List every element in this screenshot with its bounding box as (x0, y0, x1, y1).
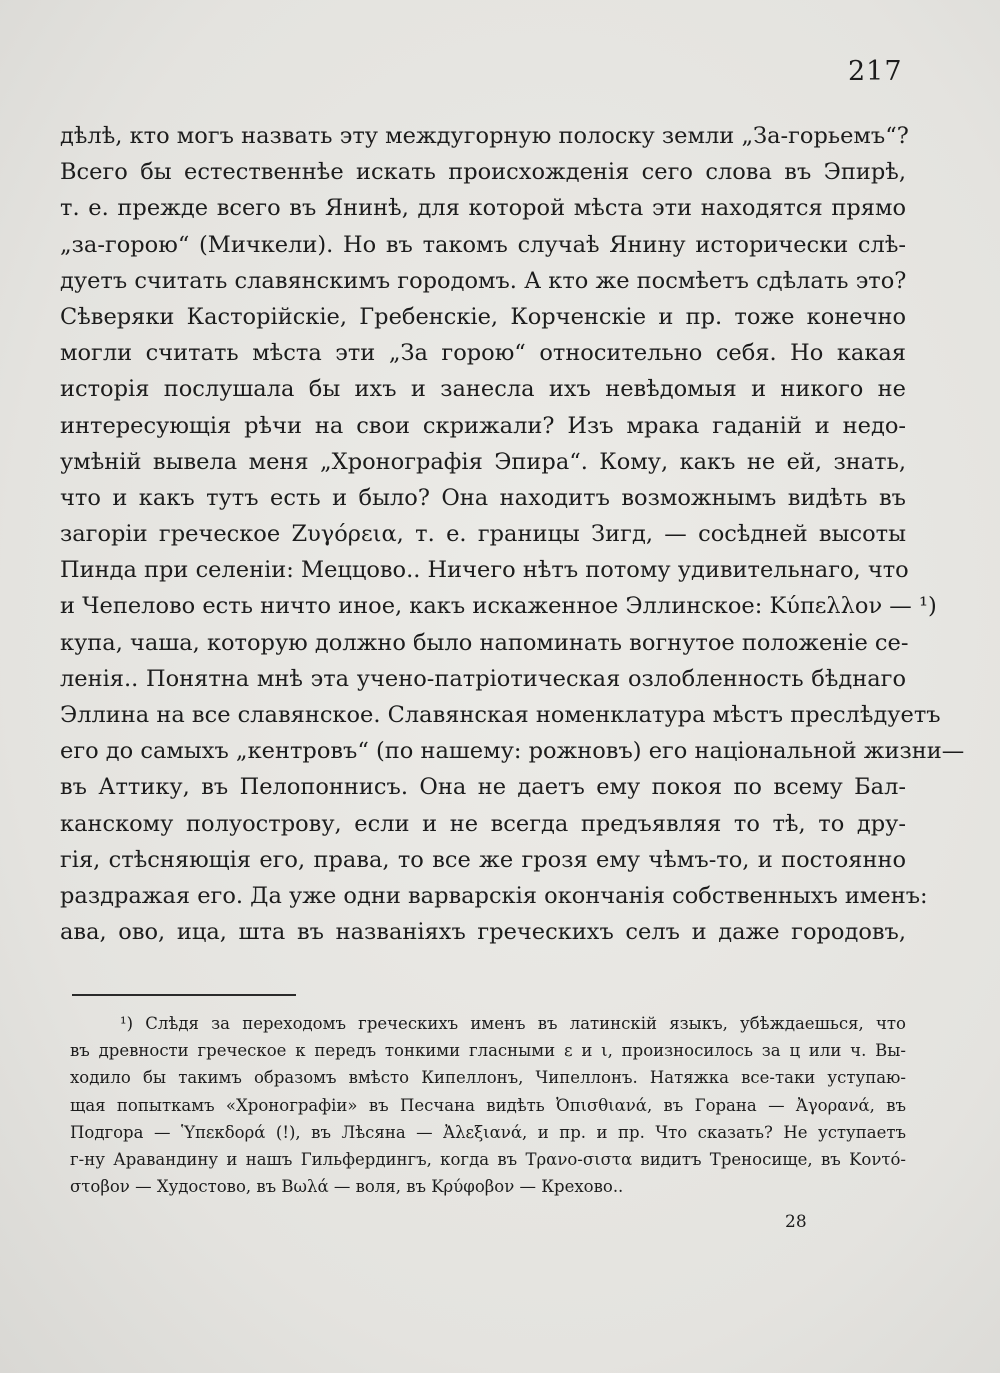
text-line: ава, ово, ица, шта въ названіяхъ греческихъ селъ и даже городовъ, (60, 919, 906, 946)
footnote-line: въ древности греческое κ передъ тонкими гласными ε и ι, произносилось за ц или ч. Вы- (70, 1041, 906, 1061)
text-line: могли считать мѣста эти „За горою“ относительно себя. Но какая (60, 340, 906, 367)
text-line: исторія послушала бы ихъ и занесла ихъ невѣдомыя и никого не (60, 376, 906, 403)
text-line: Пинда при селеніи: Меццово.. Ничего нѣтъ потому удивительнаго, что (60, 557, 909, 584)
printer-signature: 28 (785, 1212, 807, 1232)
text-line: раздражая его. Да уже одни варварскія окончанія собственныхъ именъ: (60, 882, 928, 909)
footnote-line: г-ну Аравандину и нашъ Гильфердингъ, когда въ Τρανο-σιστα видитъ Треносище, въ Κοντό- (70, 1149, 906, 1169)
text-line: Всего бы естественнѣе искать происхожденія сего слова въ Эпирѣ, (60, 159, 906, 186)
main-text-body (60, 118, 965, 950)
text-line: умѣній вывела меня „Хронографія Эпира“. Кому, какъ не ей, знать, (60, 448, 906, 475)
footnote (70, 1010, 906, 1200)
text-line: его до самыхъ „кентровъ“ (по нашему: рожновъ) его національной жизни— (60, 738, 965, 765)
text-line: интересующія рѣчи на свои скрижали? Изъ мрака гаданій и недо- (60, 412, 906, 439)
text-line: ленія.. Понятна мнѣ эта учено-патріотическая озлобленность бѣднаго (60, 665, 906, 692)
text-line: въ Аттику, въ Пелопоннисъ. Она не даетъ ему покоя по всему Бал- (60, 774, 906, 801)
text-line: „за-горою“ (Мичкели). Но въ такомъ случаѣ Янину исторически слѣ- (60, 231, 906, 258)
footnote-divider (72, 994, 296, 996)
footnote-line: ¹) Слѣдя за переходомъ греческихъ именъ въ латинскій языкъ, убѣждаешься, что (120, 1014, 906, 1033)
text-line: дуетъ считать славянскимъ городомъ. А кто же посмѣетъ сдѣлать это? (60, 267, 907, 294)
footnote-line: Подгора — Ὑπεκδορά (!), въ Лѣсяна — Ἀλεξιανά, и пр. и пр. Что сказать? Не уступаетъ (70, 1122, 906, 1142)
text-line: дѣлѣ, кто могъ назвать эту междугорную полоску земли „За-горьемъ“? (60, 123, 909, 149)
footnote-line: щая попыткамъ «Хронографіи» въ Песчана видѣть Ὀπισθιανά, въ Горана — Ἀγορανά, въ (70, 1095, 906, 1115)
footnote-line: ходило бы такимъ образомъ вмѣсто Кипеллонъ, Чипеллонъ. Натяжка все-таки уступаю- (70, 1068, 906, 1088)
text-line: загоріи греческое Ζυγόρεια, т. е. границы Зигд, — сосѣдней высоты (60, 521, 906, 548)
text-line: Эллина на все славянское. Славянская номенклатура мѣстъ преслѣдуетъ (60, 702, 941, 728)
text-line: что и какъ тутъ есть и было? Она находитъ возможнымъ видѣть въ (60, 484, 906, 511)
text-line: т. е. прежде всего въ Янинѣ, для которой мѣста эти находятся прямо (60, 195, 906, 222)
page-number: 217 (848, 56, 903, 87)
text-line: купа, чаша, которую должно было напоминать вогнутое положеніе се- (60, 629, 909, 656)
footnote-line: στοβον — Худостово, въ Βωλά — воля, въ Κρύφοβον — Крехово.. (70, 1177, 624, 1197)
text-line: Сѣверяки Касторійскіе, Гребенскіе, Корченскіе и пр. тоже конечно (60, 303, 906, 330)
text-line: канскому полуострову, если и не всегда предъявляя то тѣ, то дру- (60, 810, 906, 837)
text-line: гія, стѣсняющія его, права, то все же грозя ему чѣмъ-то, и постоянно (60, 846, 906, 873)
text-line: и Чепелово есть ничто иное, какъ искаженное Эллинское: Κύπελλον — ¹) (60, 593, 937, 620)
